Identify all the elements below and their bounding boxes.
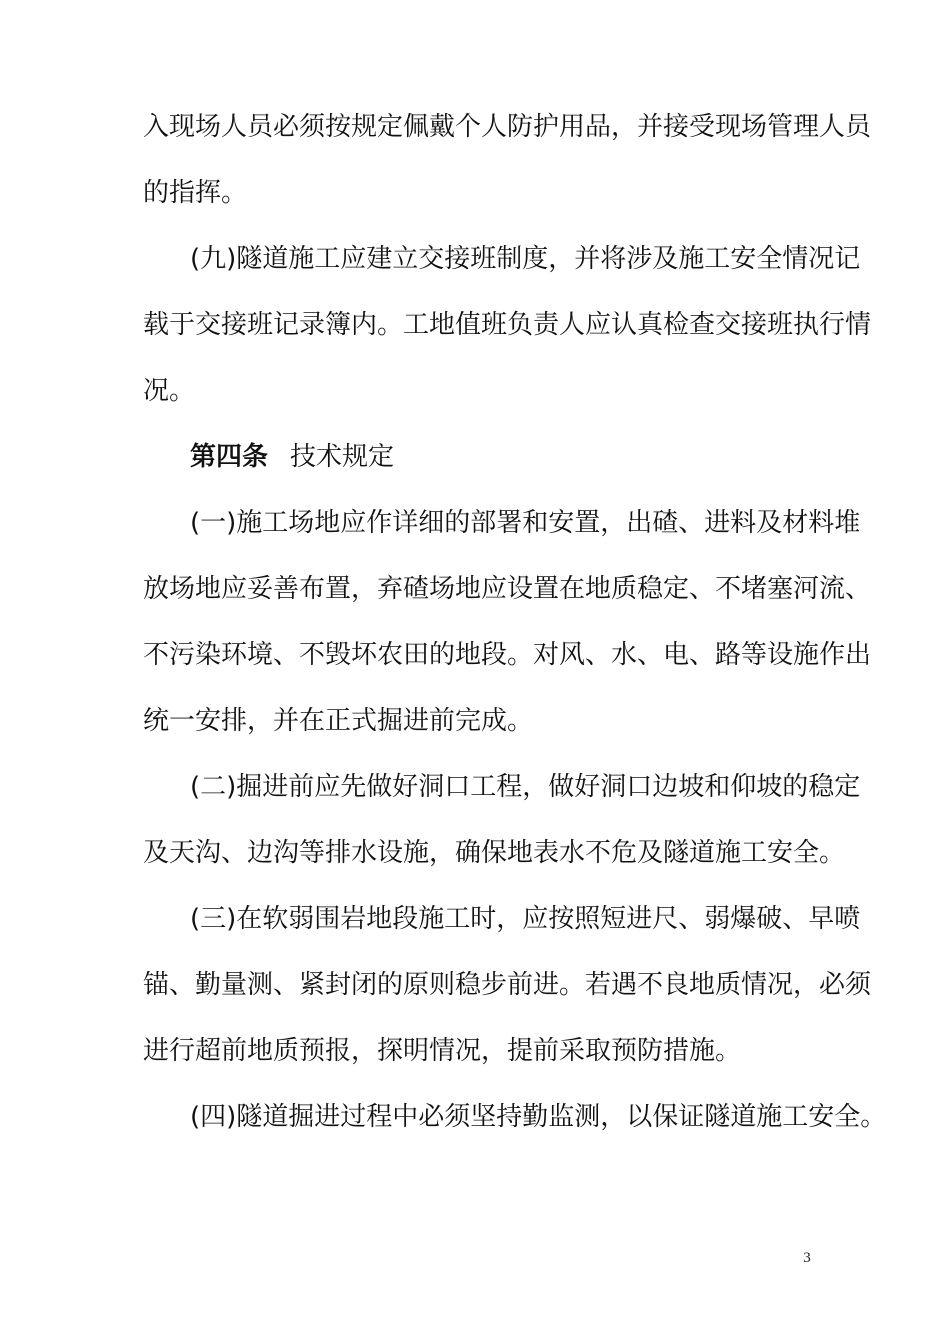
text-line: 进行超前地质预报，探明情况，提前采取预防措施。 [143,1036,742,1066]
text-line: 统一安排，并在正式掘进前完成。 [143,706,534,736]
paragraph-start-line: (九)隧道施工应建立交接班制度，并将涉及施工安全情况记 [190,244,861,274]
paragraph-start-line: (二)掘进前应先做好洞口工程，做好洞口边坡和仰坡的稳定 [190,772,861,802]
text-line: 入现场人员必须按规定佩戴个人防护用品，并接受现场管理人员 [143,112,872,142]
paragraph-start-line: (三)在软弱围岩地段施工时，应按照短进尺、弱爆破、早喷 [190,904,861,934]
paragraph-start-line: (一)施工场地应作详细的部署和安置，出碴、进料及材料堆 [190,508,861,538]
text-line: 锚、勤量测、紧封闭的原则稳步前进。若遇不良地质情况，必须 [143,970,872,1000]
page-number: 3 [803,1250,811,1266]
text-line: 况。 [143,376,196,406]
section-heading [190,440,813,474]
text-line: 不污染环境、不毁坏农田的地段。对风、水、电、路等设施作出 [143,640,872,670]
text-line: 的指挥。 [143,178,248,208]
text-line: 放场地应妥善布置，弃碴场地应设置在地质稳定、不堵塞河流、 [143,574,872,604]
section-heading-label: 第四条 [190,442,269,472]
text-line: 载于交接班记录簿内。工地值班负责人应认真检查交接班执行情 [143,310,872,340]
text-line: 及天沟、边沟等排水设施，确保地表水不危及隧道施工安全。 [143,838,846,868]
section-heading-title: 技术规定 [290,442,395,472]
paragraph-start-line: (四)隧道掘进过程中必须坚持勤监测，以保证隧道施工安全。 [190,1102,887,1132]
